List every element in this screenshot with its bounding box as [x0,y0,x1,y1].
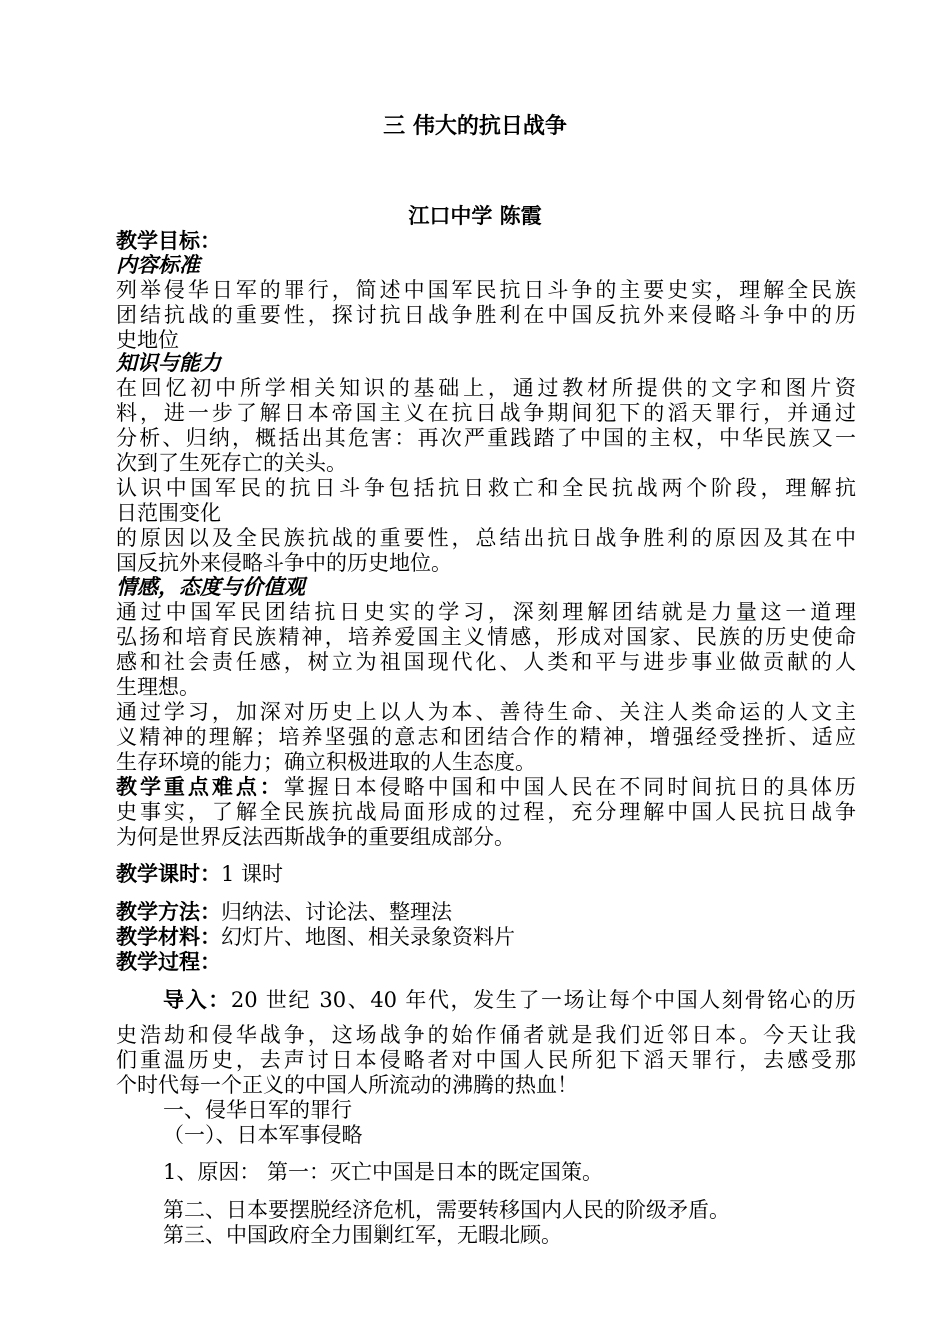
key-points-line [116,774,856,800]
knowledge-line: 认识中国军民的抗日斗争包括抗日救亡和全民抗战两个阶段，理解抗 [116,476,856,500]
intro-text: 20 世纪 30、40 年代，发生了一场让每个中国人刻骨铭心的历 [230,988,856,1012]
knowledge-line: 日范围变化 [116,501,221,525]
knowledge-heading: 知识与能力 [116,351,221,375]
process-heading: 教学过程： [116,950,221,974]
knowledge-line: 国反抗外来侵略斗争中的历史地位。 [116,551,452,575]
document-title: 三 伟大的抗日战争 [383,114,567,139]
outline-item: 第三、中国政府全力围剿红军，无暇北顾。 [163,1223,562,1247]
hours-label: 教学课时： [116,862,221,886]
materials-label: 教学材料： [116,925,221,949]
knowledge-line: 分析、归纳，概括出其危害：再次严重践踏了中国的主权，中华民族又一 [116,426,856,450]
values-line: 通过学习，加深对历史上以人为本、善待生命、关注人类命运的人文主 [116,700,856,724]
outline-item: 1、原因： 第一：灭亡中国是日本的既定国策。 [163,1160,604,1184]
knowledge-line: 次到了生死存亡的关头。 [116,451,347,475]
intro-line: 个时代每一个正义的中国人所流动的沸腾的热血！ [116,1073,578,1097]
intro-line: 们重温历史，去声讨日本侵略者对中国人民所犯下滔天罪行，去感受那 [116,1048,856,1072]
knowledge-line: 的原因以及全民族抗战的重要性，总结出抗日战争胜利的原因及其在中 [116,526,856,550]
values-line: 生存环境的能力；确立积极进取的人生态度。 [116,750,536,774]
objectives-heading: 教学目标： [116,229,221,253]
key-points-label: 教学重点难点： [116,775,284,799]
materials-value: 幻灯片、地图、相关录象资料片 [221,925,515,949]
knowledge-line: 料，进一步了解日本帝国主义在抗日战争期间犯下的滔天罪行，并通过 [116,401,856,425]
values-line: 生理想。 [116,675,200,699]
content-standard-heading: 内容标准 [116,253,200,277]
intro-line [163,987,856,1013]
values-line: 弘扬和培育民族精神，培养爱国主义情感，形成对国家、民族的历史使命 [116,625,856,649]
outline-item: （一）、日本军事侵略 [163,1123,363,1147]
content-standard-line: 列举侵华日军的罪行，简述中国军民抗日斗争的主要史实，理解全民族 [116,278,856,302]
key-points-line: 史事实，了解全民族抗战局面形成的过程，充分理解中国人民抗日战争 [116,800,856,824]
intro-label: 导入： [163,988,231,1012]
knowledge-line: 在回忆初中所学相关知识的基础上，通过教材所提供的文字和图片资 [116,376,856,400]
hours-value: 1 课时 [221,862,284,886]
intro-line: 史浩劫和侵华战争，这场战争的始作俑者就是我们近邻日本。今天让我 [116,1023,856,1047]
hours-line [116,861,856,887]
content-standard-line: 团结抗战的重要性，探讨抗日战争胜利在中国反抗外来侵略斗争中的历 [116,303,856,327]
materials-line [116,924,856,950]
outline-item: 第二、日本要摆脱经济危机，需要转移国内人民的阶级矛盾。 [163,1198,730,1222]
methods-label: 教学方法： [116,900,221,924]
values-line: 感和社会责任感，树立为祖国现代化、人类和平与进步事业做贡献的人 [116,650,856,674]
content-standard-line: 史地位 [116,328,179,352]
methods-line [116,899,856,925]
values-heading: 情感，态度与价值观 [116,575,305,599]
author-line: 江口中学 陈霞 [408,204,542,228]
values-line: 通过中国军民团结抗日史实的学习，深刻理解团结就是力量这一道理 [116,600,856,624]
values-line: 义精神的理解；培养坚强的意志和团结合作的精神，增强经受挫折、适应 [116,725,856,749]
key-points-text: 掌握日本侵略中国和中国人民在不同时间抗日的具体历 [283,775,857,799]
key-points-line: 为何是世界反法西斯战争的重要组成部分。 [116,825,515,849]
outline-item: 一、侵华日军的罪行 [163,1098,352,1122]
methods-value: 归纳法、讨论法、整理法 [221,900,452,924]
